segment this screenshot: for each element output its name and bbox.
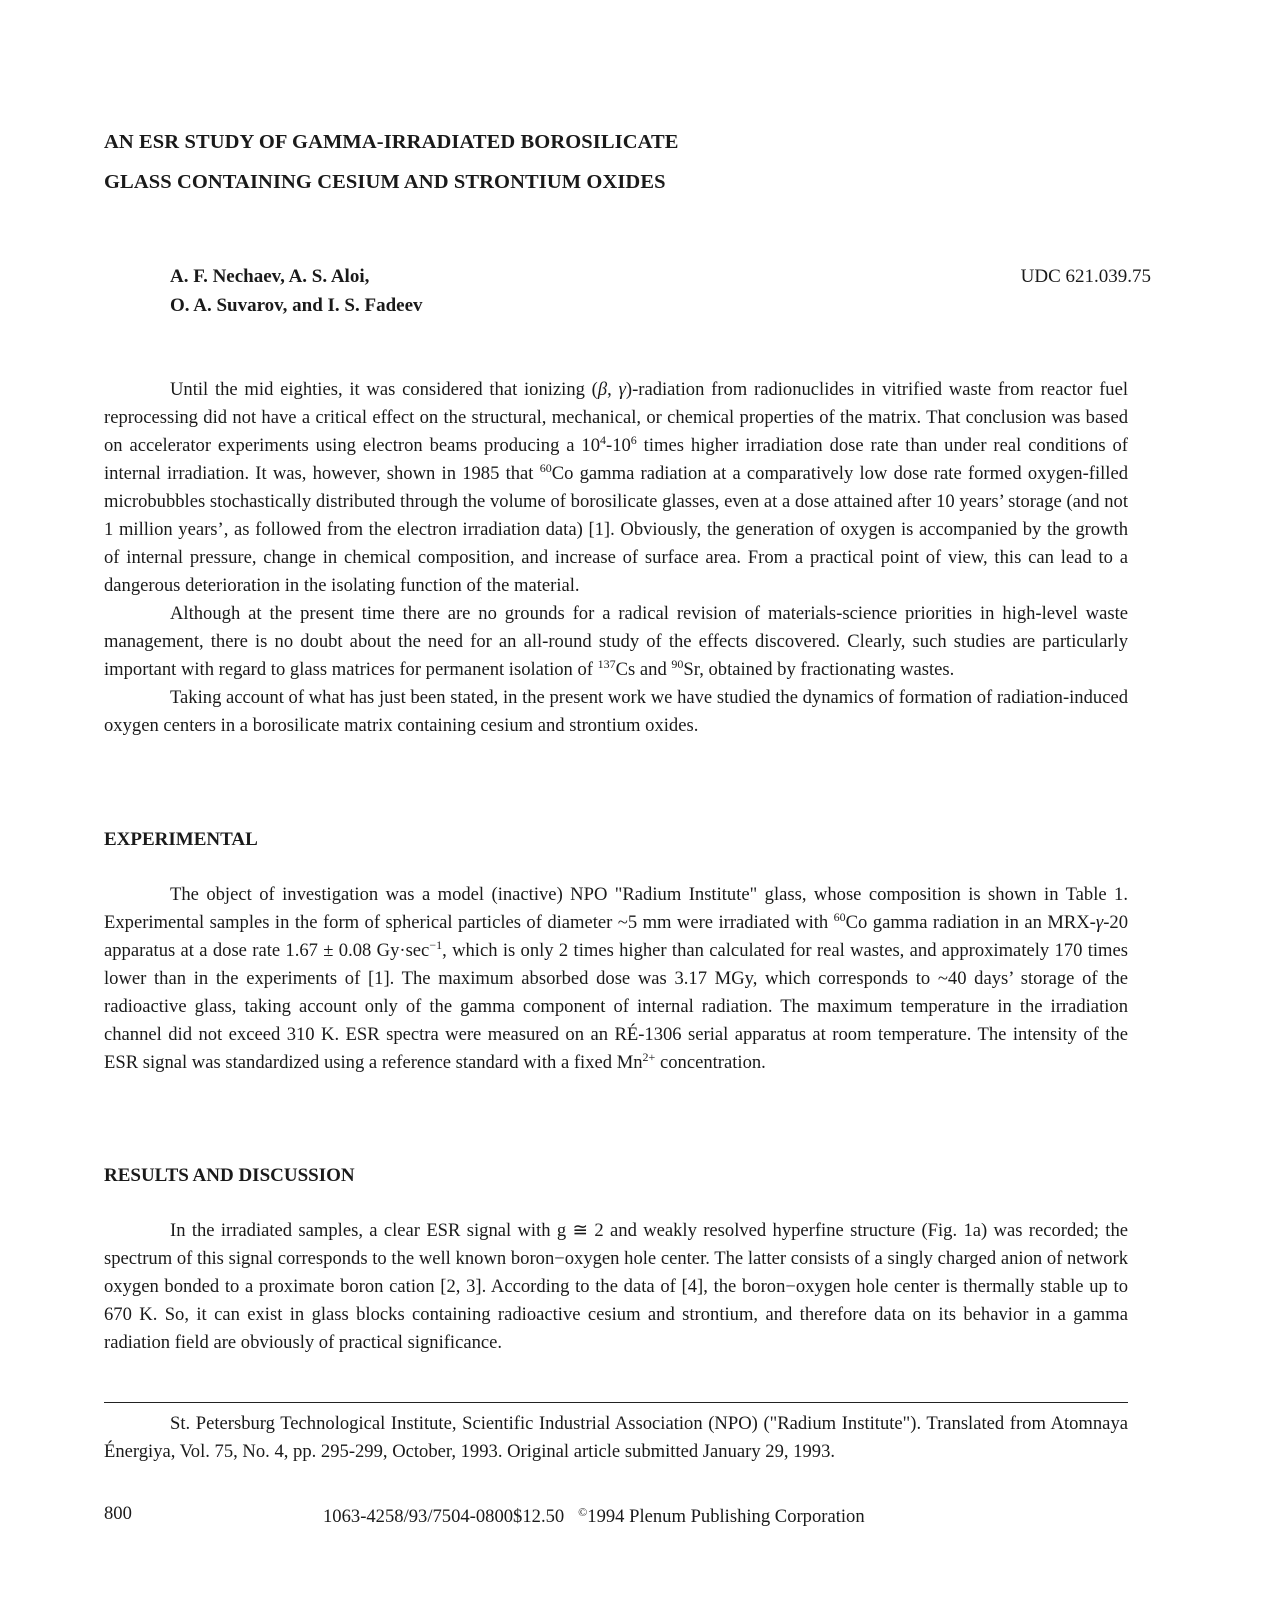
- beta-symbol: β: [597, 379, 608, 400]
- text-run: , which is only 2 times higher than calculated for real wastes, and approximately 170 times lower than in the experiments of [1]. The maximum absorbed dose was 3.17 MGy, which corresponds to ~40 days’ storage of the radioactive glass, taking account only of the gamma component of internal radiation. The maximum temperature in the irradiation channel did not exceed 310 K. ESR spectra were measured on an RÉ-1306 serial apparatus at room temperature. The intensity of the ESR signal was standardized using a reference standard with a fixed Mn: [104, 940, 1128, 1073]
- text-run: The object of investigation was a model (inactive) NPO "Radium Institute" glass, whose composition is shown in Table 1. Experimental samples in the form of spherical particles of diameter ~5 mm were irradiated with: [104, 884, 1128, 933]
- superscript: 60: [539, 461, 552, 475]
- text-run: Co gamma radiation at a comparatively low dose rate formed oxygen-filled microbubbles stochastically distributed through the volume of borosilicate glasses, even at a dose attained after 10 years’ storage (and not 1 million years’, as followed from the electron irradiation data) [1]. Obviously, the generation of oxygen is accompanied by the growth of internal pressure, change in chemical composition, and increase of surface area. From a practical point of view, this can lead to a dangerous deterioration in the isolating function of the material.: [104, 463, 1128, 596]
- intro-paragraph-2: [104, 600, 1128, 684]
- experimental-paragraph: [104, 881, 1128, 1077]
- title-line-1: AN ESR STUDY OF GAMMA-IRRADIATED BOROSILICATE: [104, 131, 679, 153]
- author-list: [170, 262, 423, 320]
- copyright-line: [323, 1498, 865, 1531]
- superscript: 2+: [642, 1050, 656, 1064]
- text-run: concentration.: [655, 1052, 766, 1073]
- footnote-divider: [104, 1402, 1128, 1403]
- text-run: Although at the present time there are no grounds for a radical revision of materials-science priorities in high-level waste management, there is no doubt about the need for an all-round study of the effects discovered. Clearly, such studies are particularly important with regard to glass matrices for permanent isolation of: [104, 603, 1128, 680]
- superscript: 90: [671, 657, 684, 671]
- introduction: [104, 376, 1128, 740]
- section-heading-results: RESULTS AND DISCUSSION: [104, 1165, 355, 1186]
- footnote-text: St. Petersburg Technological Institute, Scientific Industrial Association (NPO) ("Radium Institute"). Translated from Atomnaya Énergiya, Vol. 75, No. 4, pp. 295-299, October, 1993. Original article submitted January 29, 1993.: [104, 1413, 1128, 1462]
- gamma-symbol: γ: [618, 379, 626, 400]
- gamma-symbol: γ: [1095, 912, 1104, 933]
- paper-title: [104, 122, 1004, 202]
- superscript: 137: [597, 657, 616, 671]
- footnote: [104, 1410, 1128, 1466]
- text-run: Co gamma radiation in an MRX-: [845, 912, 1096, 933]
- results-section: [104, 1217, 1128, 1357]
- udc-code: UDC 621.039.75: [1020, 266, 1151, 287]
- text-run: Until the mid eighties, it was considered that ionizing (: [170, 379, 598, 400]
- text-run: Sr, obtained by fractionating wastes.: [683, 659, 955, 680]
- experimental-section: [104, 881, 1128, 1077]
- authors-line-1: A. F. Nechaev, A. S. Aloi,: [170, 266, 370, 287]
- intro-paragraph-3: Taking account of what has just been stated, in the present work we have studied the dynamics of formation of radiation-induced oxygen centers in a borosilicate matrix containing cesium and strontium oxides.: [104, 687, 1128, 736]
- text-run: times higher irradiation dose rate than under real conditions of internal irradiation. It was, however, shown in 1985 that: [104, 435, 1128, 484]
- results-paragraph: In the irradiated samples, a clear ESR signal with g ≅ 2 and weakly resolved hyperfine structure (Fig. 1a) was recorded; the spectrum of this signal corresponds to the well known boron−oxygen hole center. The latter consists of a singly charged anion of network oxygen bonded to a proximate boron cation [2, 3]. According to the data of [4], the boron−oxygen hole center is thermally stable up to 670 K. So, it can exist in glass blocks containing radioactive cesium and strontium, and therefore data on its behavior in a gamma radiation field are obviously of practical significance.: [104, 1220, 1128, 1353]
- copyright-text: 1994 Plenum Publishing Corporation: [587, 1506, 865, 1527]
- page-number: 800: [104, 1503, 132, 1524]
- text-run: Cs and: [615, 659, 672, 680]
- section-heading-experimental: EXPERIMENTAL: [104, 829, 258, 850]
- text-run: -20 apparatus at a dose rate 1.67 ± 0.08 Gy·sec: [104, 912, 1128, 961]
- article-code: 1063-4258/93/7504-0800$12.50: [323, 1506, 565, 1527]
- superscript: 4: [600, 433, 606, 447]
- text-run: -10: [606, 435, 631, 456]
- text-run: ,: [607, 379, 619, 400]
- text-run: )-radiation from radionuclides in vitrified waste from reactor fuel reprocessing did not have a critical effect on the structural, mechanical, or chemical properties of the matrix. That conclusion was based on accelerator experiments using electron beams producing a 10: [104, 379, 1129, 456]
- title-line-2: GLASS CONTAINING CESIUM AND STRONTIUM OXIDES: [104, 171, 666, 193]
- copyright-symbol: ©: [578, 1505, 588, 1519]
- superscript: −1: [429, 938, 443, 952]
- superscript: 6: [630, 433, 637, 447]
- authors-line-2: O. A. Suvarov, and I. S. Fadeev: [170, 295, 423, 316]
- superscript: 60: [833, 910, 846, 924]
- intro-paragraph-1: [104, 376, 1128, 600]
